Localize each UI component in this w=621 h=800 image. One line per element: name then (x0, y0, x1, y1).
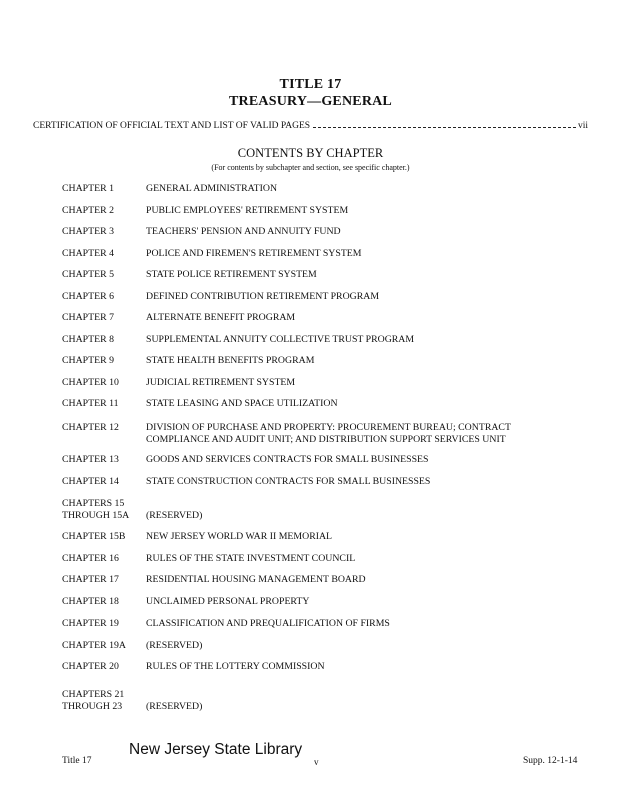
chapter-row (62, 531, 546, 543)
chapter-title: TEACHERS' PENSION AND ANNUITY FUND (146, 226, 341, 237)
chapter-title: JUDICIAL RETIREMENT SYSTEM (146, 377, 296, 388)
chapter-number: CHAPTERS 21 THROUGH 23 (62, 689, 125, 712)
chapter-title: CLASSIFICATION AND PREQUALIFICATION OF FIRMS (146, 618, 390, 629)
chapter-title: RESIDENTIAL HOUSING MANAGEMENT BOARD (146, 574, 366, 585)
chapter-row (62, 205, 546, 217)
contents-note: (For contents by subchapter and section, see specific chapter.) (211, 163, 410, 172)
footer-title: Title 17 (62, 756, 92, 766)
chapter-row (62, 640, 546, 652)
chapter-number: CHAPTER 7 (62, 312, 114, 323)
chapter-row (62, 553, 546, 565)
chapter-title: (RESERVED) (146, 510, 203, 521)
chapter-title: NEW JERSEY WORLD WAR II MEMORIAL (146, 531, 333, 542)
chapter-title: STATE HEALTH BENEFITS PROGRAM (146, 355, 315, 366)
chapter-title: STATE LEASING AND SPACE UTILIZATION (146, 398, 338, 409)
chapter-row (62, 422, 546, 446)
certification-line (33, 121, 588, 131)
dot-leader (313, 127, 576, 128)
chapter-number: CHAPTER 3 (62, 226, 114, 237)
page-number: v (314, 757, 319, 767)
chapter-number: CHAPTER 13 (62, 454, 119, 465)
chapter-number: CHAPTER 6 (62, 291, 114, 302)
chapter-row (62, 334, 546, 346)
chapter-row (62, 269, 546, 281)
chapter-title: GOODS AND SERVICES CONTRACTS FOR SMALL BUSINESSES (146, 454, 429, 465)
chapter-row (62, 689, 546, 713)
chapter-row (62, 454, 546, 466)
chapter-number: CHAPTER 19 (62, 618, 119, 629)
chapter-number: CHAPTER 20 (62, 661, 119, 672)
title-number: TITLE 17 (279, 77, 342, 92)
chapter-number: CHAPTER 8 (62, 334, 114, 345)
contents-heading: CONTENTS BY CHAPTER (237, 146, 384, 160)
chapter-title: ALTERNATE BENEFIT PROGRAM (146, 312, 296, 323)
chapter-row (62, 498, 546, 522)
chapter-title: RULES OF THE STATE INVESTMENT COUNCIL (146, 553, 356, 564)
chapter-title: STATE POLICE RETIREMENT SYSTEM (146, 269, 317, 280)
chapter-number: CHAPTER 17 (62, 574, 119, 585)
chapter-number: CHAPTER 10 (62, 377, 119, 388)
chapter-title: DEFINED CONTRIBUTION RETIREMENT PROGRAM (146, 291, 380, 302)
chapter-number: CHAPTER 5 (62, 269, 114, 280)
title-name: TREASURY—GENERAL (229, 94, 392, 109)
chapter-title: UNCLAIMED PERSONAL PROPERTY (146, 596, 310, 607)
chapter-row (62, 226, 546, 238)
chapter-number: CHAPTERS 15 THROUGH 15A (62, 498, 130, 521)
chapter-title: RULES OF THE LOTTERY COMMISSION (146, 661, 325, 672)
chapter-number: CHAPTER 14 (62, 476, 119, 487)
chapter-row (62, 312, 546, 324)
chapter-row (62, 248, 546, 260)
certification-page: vii (577, 121, 588, 131)
chapter-title: PUBLIC EMPLOYEES' RETIREMENT SYSTEM (146, 205, 349, 216)
chapter-number: CHAPTER 12 (62, 422, 119, 433)
supplement-date: Supp. 12-1-14 (523, 756, 578, 766)
chapter-row (62, 377, 546, 389)
chapter-number: CHAPTER 16 (62, 553, 119, 564)
chapter-row (62, 355, 546, 367)
chapter-title: (RESERVED) (146, 701, 203, 712)
chapter-number: CHAPTER 18 (62, 596, 119, 607)
chapter-title: SUPPLEMENTAL ANNUITY COLLECTIVE TRUST PROGRAM (146, 334, 415, 345)
chapter-number: CHAPTER 4 (62, 248, 114, 259)
chapter-title: STATE CONSTRUCTION CONTRACTS FOR SMALL BUSINESSES (146, 476, 431, 487)
chapter-row (62, 661, 546, 673)
library-stamp: New Jersey State Library (129, 741, 303, 758)
chapter-number: CHAPTER 9 (62, 355, 114, 366)
chapter-number: CHAPTER 19A (62, 640, 126, 651)
chapter-number: CHAPTER 11 (62, 398, 119, 409)
chapter-row (62, 476, 546, 488)
chapter-title: POLICE AND FIREMEN'S RETIREMENT SYSTEM (146, 248, 362, 259)
chapter-number: CHAPTER 1 (62, 183, 114, 194)
chapter-title: GENERAL ADMINISTRATION (146, 183, 278, 194)
chapter-row (62, 618, 546, 630)
chapter-row (62, 291, 546, 303)
chapter-number: CHAPTER 2 (62, 205, 114, 216)
chapter-row (62, 398, 546, 410)
chapter-title: (RESERVED) (146, 640, 203, 651)
chapter-row (62, 183, 546, 195)
chapter-title: DIVISION OF PURCHASE AND PROPERTY: PROCUREMENT BUREAU; CONTRACT COMPLIANCE AND AUDIT UNIT; AND DISTRIBUTION SUPPORT SERVICES UNIT (146, 422, 511, 445)
certification-text: CERTIFICATION OF OFFICIAL TEXT AND LIST OF VALID PAGES (33, 121, 311, 131)
chapter-row (62, 596, 546, 608)
chapter-row (62, 574, 546, 586)
chapter-number: CHAPTER 15B (62, 531, 126, 542)
